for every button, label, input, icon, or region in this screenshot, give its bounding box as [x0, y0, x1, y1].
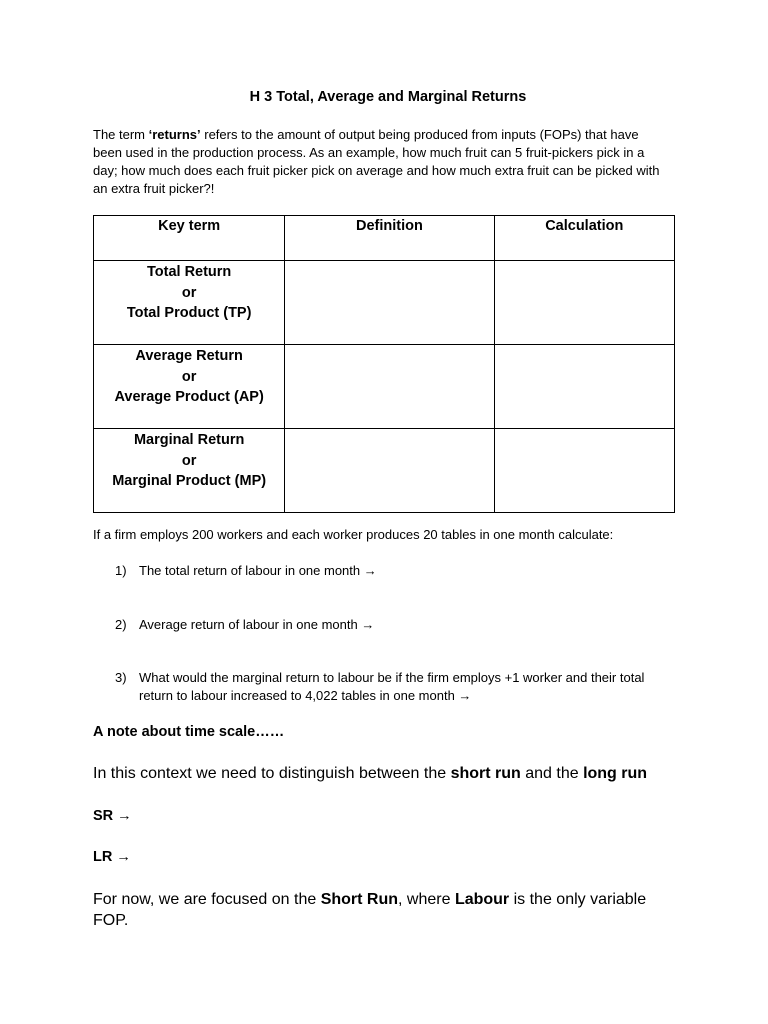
key-terms-table: [93, 215, 675, 513]
short-run-term: short run: [450, 765, 521, 782]
header-key-term: Key term: [94, 216, 285, 261]
key-term-or: or: [181, 368, 197, 385]
sr-label: SR →: [93, 808, 132, 824]
intro-term: ‘returns’: [148, 127, 201, 142]
table-row: [94, 261, 675, 345]
question-text: What would the marginal return to labour be if the firm employs +1 worker and their total return to labour increased to 4,022 tables in one month →: [139, 670, 645, 703]
question-text: The total return of labour in one month →: [139, 563, 377, 578]
table-header-row: [94, 216, 675, 261]
intro-paragraph: [93, 126, 671, 198]
key-term-line: Marginal Product (MP): [112, 473, 267, 489]
key-term-cell: [94, 261, 285, 345]
intro-text-after: refers to the amount of output being produced from inputs (FOPs) that have been used in the production process. As an example, how much fruit can 5 fruit-pickers pick in a day; how much does each fruit picker pick on average and how much extra fruit can be picked with an extra fruit picker?!: [93, 127, 660, 196]
task-statement: If a firm employs 200 workers and each worker produces 20 tables in one month calculate:: [93, 527, 614, 542]
key-term-line: Total Return: [146, 264, 232, 280]
focus-text-after: is the only variable FOP.: [93, 891, 647, 929]
header-definition: Definition: [285, 216, 494, 261]
key-term-cell: [94, 345, 285, 429]
question-item: [115, 562, 675, 580]
context-paragraph: [93, 765, 647, 783]
note-heading: A note about time scale……: [93, 724, 285, 740]
key-term-line: Average Product (AP): [114, 389, 264, 405]
key-term-or: or: [181, 452, 197, 469]
calculation-cell[interactable]: [494, 345, 674, 429]
definition-cell[interactable]: [285, 429, 494, 513]
lr-label: LR →: [93, 849, 131, 865]
question-number: 1): [115, 563, 127, 578]
question-item: [115, 616, 675, 634]
key-term-line: Total Product (TP): [126, 305, 252, 321]
definition-cell[interactable]: [285, 261, 494, 345]
key-term-or: or: [181, 284, 197, 301]
intro-text-before: The term: [93, 127, 149, 142]
context-text-before: In this context we need to distinguish between the: [93, 765, 451, 782]
header-calculation: Calculation: [494, 216, 674, 261]
question-number: 3): [115, 670, 127, 685]
key-term-cell: [94, 429, 285, 513]
calculation-cell[interactable]: [494, 429, 674, 513]
question-text: Average return of labour in one month →: [139, 617, 375, 632]
focus-text-middle: , where: [398, 891, 455, 908]
key-term-line: Average Return: [135, 348, 243, 364]
focus-paragraph: [93, 889, 673, 931]
page-title: H 3 Total, Average and Marginal Returns: [249, 89, 527, 105]
key-term-line: Marginal Return: [133, 432, 245, 448]
context-text-middle: and the: [520, 765, 584, 782]
table-row: [94, 429, 675, 513]
calculation-cell[interactable]: [494, 261, 674, 345]
focus-short-run: Short Run: [320, 891, 399, 908]
long-run-term: long run: [583, 765, 648, 782]
definition-cell[interactable]: [285, 345, 494, 429]
focus-labour: Labour: [454, 891, 510, 908]
question-item: [115, 669, 675, 705]
focus-text-before: For now, we are focused on the: [93, 891, 321, 908]
question-number: 2): [115, 617, 127, 632]
table-row: [94, 345, 675, 429]
